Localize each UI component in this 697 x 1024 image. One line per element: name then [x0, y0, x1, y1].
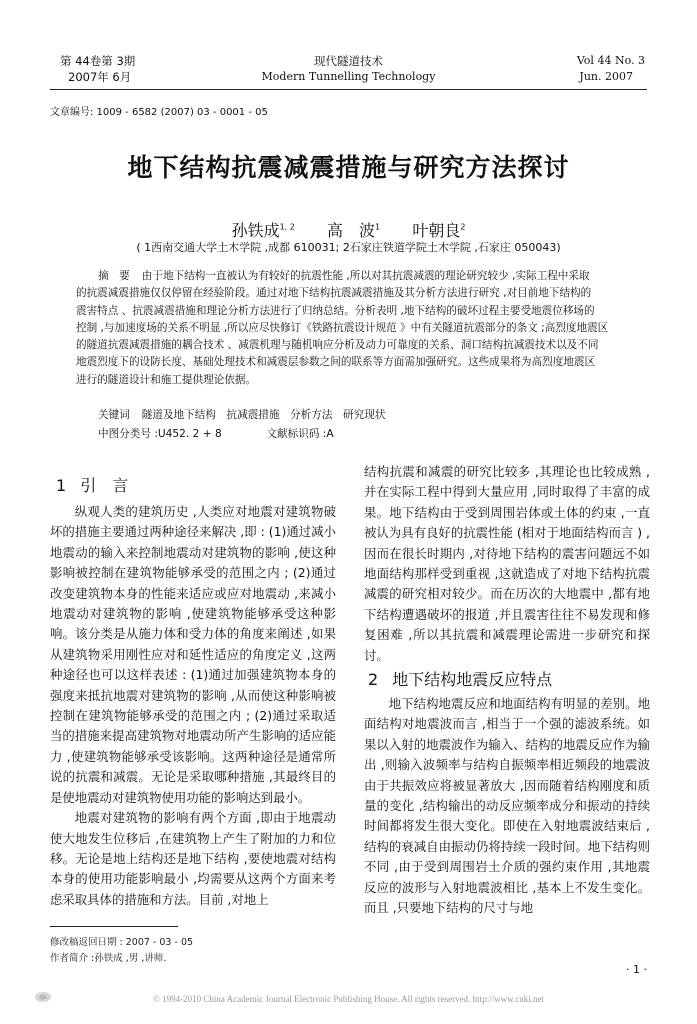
copyright-notice: © 1994-2010 China Academic Journal Electronic Publishing House. All rights reserved. http://www.cnki.net: [153, 994, 544, 1004]
header-rule: [50, 89, 647, 90]
paragraph: 地震对建筑物的影响有两个方面 ,即由于地震动使大地发生位移后 ,在建筑物上产生了附加的力和位移。无论是地上结构还是地下结构 ,要使地震对结构本身的使用功能影响最小 ,均需要从这两个方面来考虑采取具体的措施和方法。目前 ,对地上: [50, 810, 336, 907]
section-number: 1: [56, 476, 67, 495]
article-number: 文章编号: 1009 - 6582 (2007) 03 - 0001 - 05: [50, 107, 268, 118]
abstract-line: 震害特点 、抗震减震措施和理论分析方法进行了归纳总结。分析表明 ,地下结构的破坏过程主要受地震位移场的: [76, 304, 595, 317]
author-name: 叶朝良: [412, 221, 461, 240]
author-affil-mark: 2: [460, 222, 466, 232]
journal-title-cn: 现代隧道技术: [314, 54, 383, 68]
footnote-rule: [50, 926, 178, 927]
issue-cn: 第 44卷第 3期: [60, 54, 136, 68]
abstract-line: 地震烈度下的设防长度、基础处理技术和减震层参数之间的联系等方面需加强研究。这些成果将为高烈度地震区: [76, 356, 596, 369]
right-column-bottom: [364, 694, 650, 918]
keywords: [98, 407, 385, 422]
author-affil-mark: 1: [375, 222, 381, 232]
section-heading: [56, 473, 128, 496]
keywords-value: 隧道及地下结构 抗减震措施 分析方法 研究现状: [141, 409, 386, 421]
date-cn: 2007年 6月: [68, 70, 132, 84]
author-name: 孙铁成: [231, 221, 280, 240]
paragraph: 地下结构地震反应和地面结构有明显的差别。地面结构对地震波而言 ,相当于一个强的滤波系统。如果以入射的地震波作为输入、结构的地震反应作为输出 ,则输入波频率与结构自振频率相近频段的地震波由于共振效应将被显著放大 ,因而随着结构刚度和质量的变化 ,结构输出的动反应频率成分和振动的持续时间都将发生很大变化。即使在入射地震波结束后 ,结构的衰减自由振动仍将持续一段时间。地下结构则不同 ,由于受到周围岩土介质的强约束作用 ,其地震反应的波形与入射地震波相比 ,基本上不发生变化。而且 ,只要地下结构的尺寸与地: [364, 696, 650, 916]
clc-label: 中图分类号 :: [98, 428, 158, 440]
paragraph: 结构抗震和减震的研究比较多 ,其理论也比较成熟 ,并在实际工程中得到大量应用 ,同时取得了丰富的成果。地下结构由于受到周围岩体或土体的约束 ,一直被认为具有良好的抗震性能 (相对于地面结构而言 ) ,因而在很长时期内 ,对待地下结构的震害问题远不如地面结构那样受到重视 ,这就造成了对地下结构抗震减震的研究相对较少。而在历次的大地震中 ,都有地下结构遭遇破坏的报道 ,并且震害往往不易发现和修复困难 ,所以其抗震和减震理论需进一步研究和探讨。: [364, 464, 650, 663]
section-title: 引 言: [80, 476, 129, 495]
author-name: 高 波: [327, 221, 376, 240]
section-heading: [368, 667, 552, 690]
section-number: 2: [368, 670, 379, 689]
affiliations: ( 1西南交通大学土木学院 ,成都 610031; 2石家庄铁道学院土木学院 ,石家庄 050043): [136, 241, 561, 254]
doc-code-label: 文献标识码 :: [266, 428, 327, 440]
abstract-line: 的抗震减震措施仅仅停留在经验阶段。通过对地下结构抗震减震措施及其分析方法进行研究 ,对目前地下结构的: [76, 287, 592, 300]
paper-title: 地下结构抗震减震措施与研究方法探讨: [127, 153, 570, 182]
keywords-label: 关键词: [98, 409, 130, 421]
abstract-line: 的隧道抗震减震措施的耦合技术 、减震机理与随机响应分析及动力可靠度的关系、洞口结构抗减震技术以及不同: [76, 339, 599, 352]
author-affil-mark: 1, 2: [279, 222, 295, 232]
left-column: [50, 502, 336, 910]
author-list: [0, 218, 697, 241]
doc-code-value: A: [326, 428, 334, 440]
abstract-line: 进行的隧道设计和施工提供理论依据。: [76, 373, 257, 386]
classification: [98, 426, 334, 441]
date-en: Jun. 2007: [579, 70, 633, 83]
abstract-line: 由于地下结构一直被认为有较好的抗震性能 ,所以对其抗震减震的理论研究较少 ,实际工程中采取: [141, 270, 590, 282]
abstract-label: 摘 要: [98, 270, 130, 282]
footnote-author: 作者简介 :孙铁成 ,男 ,讲师.: [50, 953, 167, 964]
page-number: · 1 ·: [626, 963, 647, 976]
right-column-top: [364, 462, 650, 666]
journal-title-en: Modern Tunnelling Technology: [261, 70, 436, 83]
clc-value: U452. 2 + 8: [157, 428, 222, 440]
abstract-line: 控制 ,与加速度场的关系不明显 ,所以应尽快修订《铁路抗震设计规范 》中有关隧道抗震部分的条文 ;高烈度地震区: [76, 321, 609, 334]
abstract: [76, 268, 622, 389]
volume-en: Vol 44 No. 3: [576, 54, 645, 67]
footnote-received: 修改稿返回日期 : 2007 - 03 - 05: [50, 937, 194, 948]
section-title: 地下结构地震反应特点: [392, 670, 553, 689]
paragraph: 纵观人类的建筑历史 ,人类应对地震对建筑物破坏的措施主要通过两种途径来解决 ,即 : (1)通过减小地震动的输入来控制地震动对建筑物的影响 ,使这种影响被控制在建筑物能够承受的范围之内 ; (2)通过改变建筑物本身的性能来适应或应对地震动 ,来减小地震动对建筑物的影响 ,使建筑物能够承受这种影响。该分类是从施力体和受力体的角度来阐述 ,如果从建筑物采用刚性应对和延性适应的角度定义 ,这两种途径也可以这样表述 : (1)通过加强建筑物本身的强度来抵抗地震对建筑物的影响 ,从而使这种影响被控制在建筑物能够承受的范围之内 ; (2)通过采取适当的措施来提高建筑物对地震动所产生影响的适应能力 ,使建筑物能够承受该影响。这两种途径是通常所说的抗震和减震。无论是采取哪种措施 ,其最终目的是使地震动对建筑物使用功能的影响达到最小。: [50, 504, 336, 805]
